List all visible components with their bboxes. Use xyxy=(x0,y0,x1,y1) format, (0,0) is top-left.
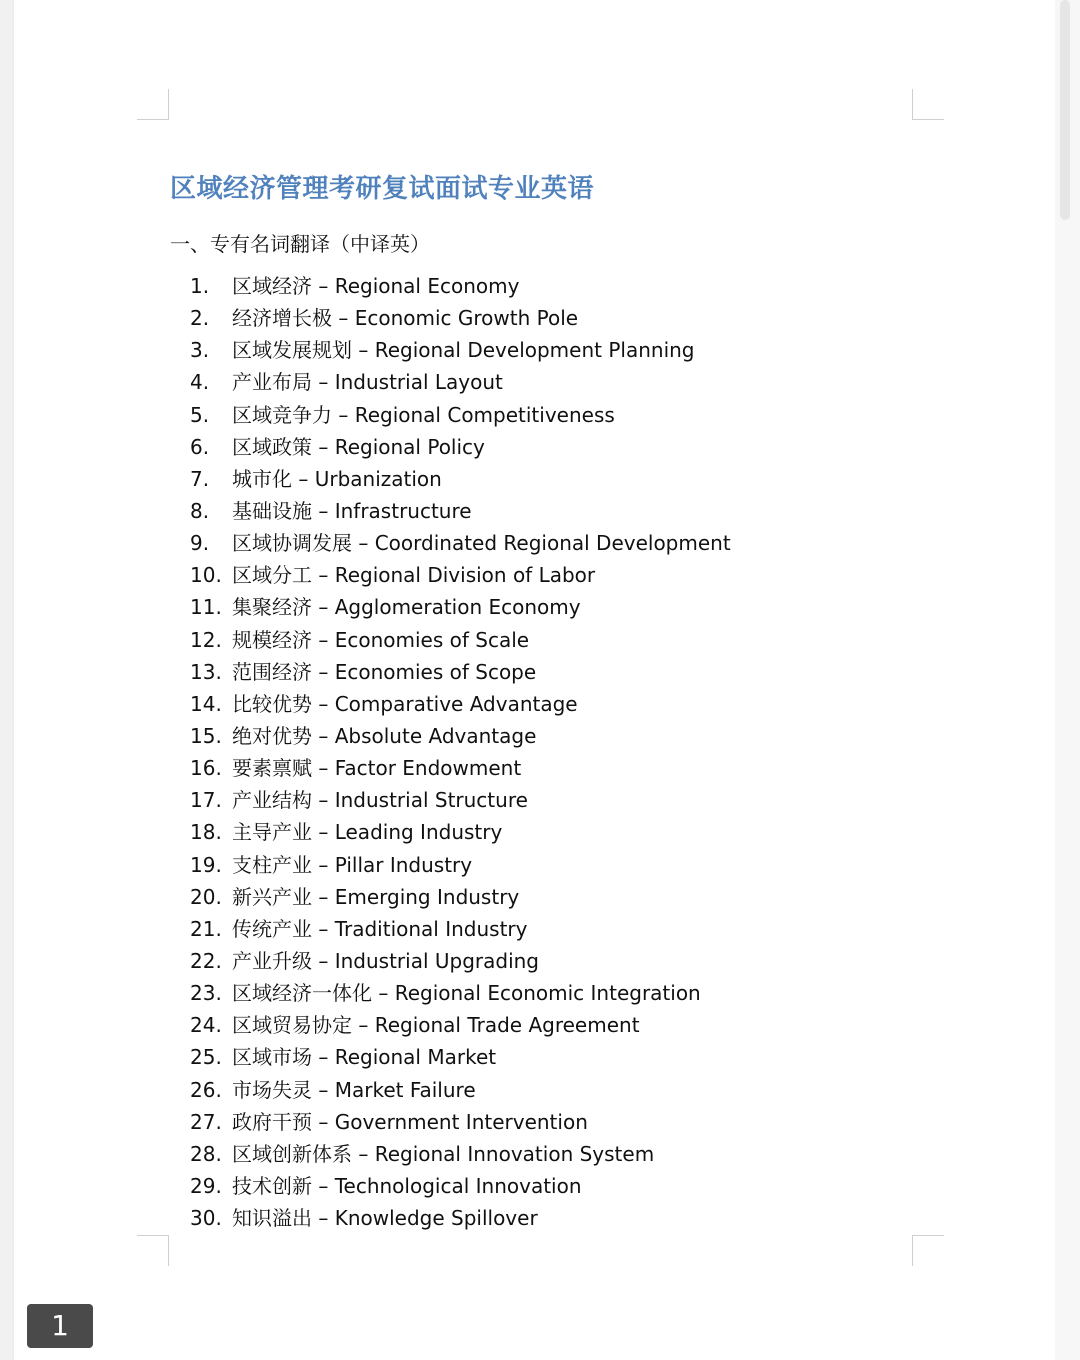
list-item-number: 5. xyxy=(190,402,210,427)
list-item-text: 主导产业 – Leading Industry xyxy=(232,820,503,845)
list-item-number: 22. xyxy=(190,948,222,973)
list-item xyxy=(190,881,731,913)
list-item xyxy=(190,977,731,1009)
list-item-number: 8. xyxy=(190,498,210,523)
list-item-number: 10. xyxy=(190,563,222,588)
list-item xyxy=(190,1041,731,1073)
scrollbar-thumb[interactable] xyxy=(1060,0,1070,220)
list-item-text: 区域经济一体化 – Regional Economic Integration xyxy=(232,981,701,1006)
list-item-text: 产业升级 – Industrial Upgrading xyxy=(232,948,540,973)
list-item-text: 产业布局 – Industrial Layout xyxy=(232,370,503,395)
margin-corner-bottom-left xyxy=(137,1235,169,1266)
list-item-number: 1. xyxy=(190,274,210,298)
list-item-number: 24. xyxy=(190,1013,222,1038)
list-item xyxy=(190,816,731,848)
list-item-number: 9. xyxy=(190,531,210,556)
list-item-text: 区域创新体系 – Regional Innovation System xyxy=(232,1141,655,1166)
list-item xyxy=(190,945,731,977)
list-item xyxy=(190,688,731,720)
list-item-text: 区域分工 – Regional Division of Labor xyxy=(232,563,596,588)
list-item-number: 27. xyxy=(190,1109,222,1134)
list-item-number: 19. xyxy=(190,852,222,877)
list-item-text: 经济增长极 – Economic Growth Pole xyxy=(232,306,579,331)
list-item-number: 2. xyxy=(190,306,210,331)
list-item-number: 18. xyxy=(190,820,222,845)
section-heading: 一、专有名词翻译（中译英） xyxy=(170,232,430,256)
list-item-text: 区域市场 – Regional Market xyxy=(232,1045,497,1070)
list-item xyxy=(190,784,731,816)
list-item-text: 区域竞争力 – Regional Competitiveness xyxy=(232,402,615,427)
list-item xyxy=(190,334,731,366)
list-item-text: 技术创新 – Technological Innovation xyxy=(232,1173,582,1198)
list-item xyxy=(190,656,731,688)
list-item xyxy=(190,720,731,752)
list-item-text: 基础设施 – Infrastructure xyxy=(232,498,472,523)
list-item-text: 要素禀赋 – Factor Endowment xyxy=(232,756,522,781)
list-item-number: 28. xyxy=(190,1141,222,1166)
list-item-text: 绝对优势 – Absolute Advantage xyxy=(232,723,537,748)
list-item xyxy=(190,495,731,527)
vertical-scrollbar[interactable] xyxy=(1055,0,1080,1360)
list-item xyxy=(190,431,731,463)
list-item xyxy=(190,624,731,656)
list-item-number: 13. xyxy=(190,659,222,684)
margin-corner-top-left xyxy=(137,89,169,120)
list-item xyxy=(190,849,731,881)
list-item xyxy=(190,463,731,495)
list-item-number: 11. xyxy=(190,595,222,620)
list-item xyxy=(190,399,731,431)
list-item xyxy=(190,270,731,302)
list-item xyxy=(190,1009,731,1041)
list-item-text: 市场失灵 – Market Failure xyxy=(232,1077,476,1102)
list-item-number: 30. xyxy=(190,1206,222,1231)
list-item xyxy=(190,752,731,784)
list-item-text: 区域贸易协定 – Regional Trade Agreement xyxy=(232,1013,640,1038)
list-item-number: 17. xyxy=(190,788,222,813)
list-item xyxy=(190,1202,731,1234)
list-item xyxy=(190,527,731,559)
list-item-text: 知识溢出 – Knowledge Spillover xyxy=(232,1206,538,1231)
list-item xyxy=(190,1170,731,1202)
list-item-number: 20. xyxy=(190,884,222,909)
list-item xyxy=(190,366,731,398)
list-item-number: 7. xyxy=(190,466,210,491)
page-number-badge[interactable]: 1 xyxy=(27,1304,93,1348)
list-item-number: 25. xyxy=(190,1045,222,1070)
list-item-number: 4. xyxy=(190,370,210,395)
list-item-text: 产业结构 – Industrial Structure xyxy=(232,788,528,813)
term-list xyxy=(190,270,731,1234)
list-item-text: 城市化 – Urbanization xyxy=(232,466,442,491)
list-item-number: 26. xyxy=(190,1077,222,1102)
list-item-text: 规模经济 – Economies of Scale xyxy=(232,627,530,652)
list-item xyxy=(190,591,731,623)
list-item-number: 6. xyxy=(190,434,210,459)
document-title: 区域经济管理考研复试面试专业英语 xyxy=(170,174,595,204)
list-item-text: 支柱产业 – Pillar Industry xyxy=(232,852,473,877)
list-item xyxy=(190,1106,731,1138)
list-item xyxy=(190,913,731,945)
list-item-text: 政府干预 – Government Intervention xyxy=(232,1109,588,1134)
list-item-text: 区域发展规划 – Regional Development Planning xyxy=(232,338,695,363)
list-item xyxy=(190,559,731,591)
list-item-text: 区域协调发展 – Coordinated Regional Development xyxy=(232,531,731,556)
list-item-text: 传统产业 – Traditional Industry xyxy=(232,916,528,941)
margin-corner-top-right xyxy=(912,89,944,120)
list-item-text: 区域政策 – Regional Policy xyxy=(232,434,485,459)
list-item-number: 29. xyxy=(190,1173,222,1198)
list-item xyxy=(190,1074,731,1106)
list-item xyxy=(190,1138,731,1170)
list-item-text: 范围经济 – Economies of Scope xyxy=(232,659,537,684)
list-item xyxy=(190,302,731,334)
list-item-number: 12. xyxy=(190,627,222,652)
list-item-number: 14. xyxy=(190,691,222,716)
list-item-number: 3. xyxy=(190,338,210,363)
list-item-text: 区域经济 – Regional Economy xyxy=(232,274,520,298)
list-item-text: 集聚经济 – Agglomeration Economy xyxy=(232,595,581,620)
margin-corner-bottom-right xyxy=(912,1235,944,1266)
list-item-text: 新兴产业 – Emerging Industry xyxy=(232,884,520,909)
list-item-number: 15. xyxy=(190,723,222,748)
list-item-number: 23. xyxy=(190,981,222,1006)
list-item-text: 比较优势 – Comparative Advantage xyxy=(232,691,578,716)
list-item-number: 16. xyxy=(190,756,222,781)
list-item-number: 21. xyxy=(190,916,222,941)
